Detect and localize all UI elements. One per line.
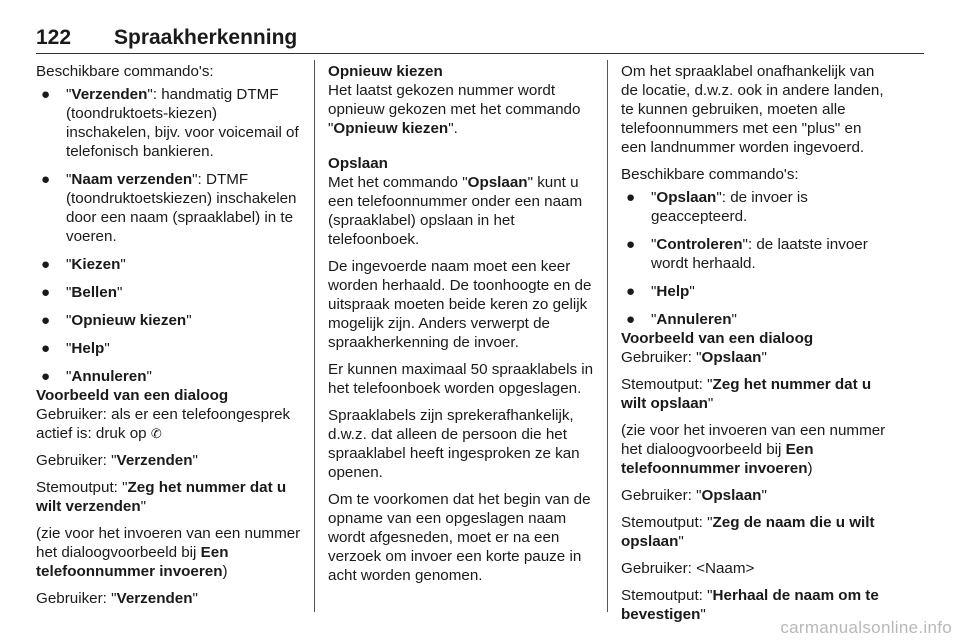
- example-text: Gebruiker: als er een telefoongesprek actief is: druk op ✆: [36, 406, 291, 442]
- page-header: [36, 14, 924, 54]
- user-line: Gebruiker: "Opslaan": [621, 349, 767, 366]
- commands-list: [621, 188, 887, 329]
- list-item: ● "Verzenden": handmatig DTMF (toondruktoets-kiezen) inschakelen, bijv. voor voicemail of telefonisch bankieren.: [41, 86, 299, 160]
- paragraph: Om het spraaklabel onafhankelijk van de locatie, d.w.z. ook in andere landen, te kunnen gebruiken, moeten alle telefoonnummers met een "plus" en een landnummer worden ingevoerd.: [621, 63, 884, 156]
- prompt-line: Stemoutput: "Zeg de naam die u wilt opslaan": [621, 514, 875, 550]
- column-divider-2: [607, 60, 608, 612]
- column-divider-1: [314, 60, 315, 612]
- page-footer: [0, 618, 960, 642]
- commands-intro: Beschikbare commando's:: [36, 63, 214, 80]
- paragraph: Om te voorkomen dat het begin van de opname van een opgeslagen naam wordt afgesneden, moet er na een verzoek om invoer een korte pauze in acht worden genomen.: [328, 491, 591, 584]
- user-line: Gebruiker: "Verzenden": [36, 452, 198, 469]
- watermark: carmanualsonline.info: [780, 618, 952, 637]
- prompt-line: Stemoutput: "Zeg het nummer dat u wilt opslaan": [621, 376, 872, 412]
- paragraph: De ingevoerde naam moet een keer worden herhaald. De toonhoogte en de uitspraak moeten beide keren zo gelijk mogelijk zijn. Anders verwerpt de spraakherkenning de invoer.: [328, 258, 592, 351]
- list-item: ● "Annuleren": [626, 311, 737, 328]
- paragraph: Spraaklabels zijn sprekerafhankelijk, d.w.z. dat alleen de persoon die het spraaklabel heeft ingesproken ze kan openen.: [328, 407, 580, 481]
- save-heading: Opslaan: [328, 155, 388, 172]
- user-line: Gebruiker: "Opslaan": [621, 487, 767, 504]
- prompt-line: Stemoutput: "Zeg het nummer dat u wilt verzenden": [36, 479, 287, 515]
- list-item: ● "Help": [41, 340, 110, 357]
- note-line: (zie voor het invoeren van een nummer het dialoogvoorbeeld bij Een telefoonnummer invoeren): [621, 422, 886, 477]
- list-item: ● "Opslaan": de invoer is geaccepteerd.: [626, 189, 808, 225]
- page-title: Spraakherkenning: [114, 26, 298, 49]
- list-item: ● "Annuleren": [41, 368, 152, 385]
- phone-icon: ✆: [150, 426, 162, 441]
- user-line: Gebruiker: "Verzenden": [36, 590, 198, 607]
- page-number: 122: [36, 26, 72, 49]
- redial-text: Het laatst gekozen nummer wordt opnieuw gekozen met het commando "Opnieuw kiezen".: [328, 82, 581, 137]
- list-item: ● "Naam verzenden": DTMF (toondruktoetskiezen) inschakelen door een naam (spraaklabel) in te voeren.: [41, 171, 297, 245]
- list-item: ● "Help": [626, 283, 695, 300]
- commands-list: [36, 85, 302, 386]
- save-text: Met het commando "Opslaan" kunt u een telefoonnummer onder een naam (spraaklabel) opslaan in het telefoonboek.: [328, 174, 583, 248]
- list-item: ● "Kiezen": [41, 256, 126, 273]
- header-divider: [36, 53, 924, 54]
- column-1: [36, 62, 302, 616]
- redial-heading: Opnieuw kiezen: [328, 63, 443, 80]
- prompt-line: Stemoutput: "Herhaal de naam om te bevestigen": [621, 587, 879, 623]
- column-2: [328, 62, 594, 593]
- column-3: [621, 62, 887, 632]
- example-heading: Voorbeeld van een dialoog: [36, 387, 229, 404]
- user-line: Gebruiker: <Naam>: [621, 560, 755, 577]
- commands-intro: Beschikbare commando's:: [621, 166, 799, 183]
- list-item: ● "Bellen": [41, 284, 123, 301]
- list-item: ● "Controleren": de laatste invoer wordt herhaald.: [626, 236, 868, 272]
- example-heading: Voorbeeld van een dialoog: [621, 330, 814, 347]
- note-line: (zie voor het invoeren van een nummer het dialoogvoorbeeld bij Een telefoonnummer invoeren): [36, 525, 301, 580]
- list-item: ● "Opnieuw kiezen": [41, 312, 192, 329]
- paragraph: Er kunnen maximaal 50 spraaklabels in het telefoonboek worden opgeslagen.: [328, 361, 594, 397]
